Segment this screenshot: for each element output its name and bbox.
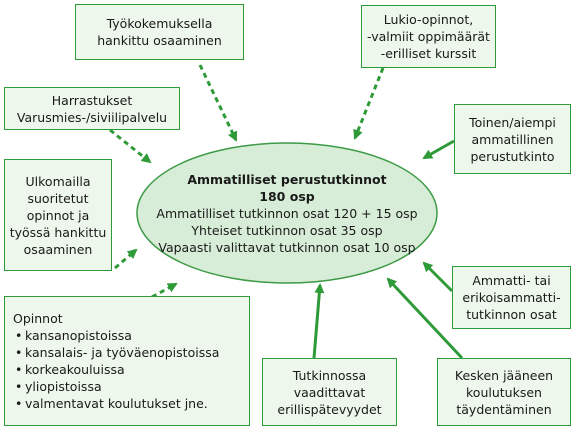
studies-list — [13, 327, 249, 412]
studies-list-item: • valmentavat koulutukset jne. — [13, 395, 249, 412]
box-text: Toinen/aiempi — [469, 114, 556, 130]
box-text: hankittu osaaminen — [97, 33, 222, 48]
box-text: vaadittavat — [293, 384, 366, 400]
box-work-experience — [75, 4, 244, 60]
box-text: ammatillinen — [471, 131, 554, 147]
studies-list-item: • kansanopistoissa — [13, 327, 249, 344]
arrow-separate-qualifications — [314, 285, 320, 358]
box-text: työssä hankittu — [9, 224, 107, 240]
studies-list-item: • korkeakouluissa — [13, 361, 249, 378]
center-line-2: Yhteiset tutkinnon osat 35 osp — [191, 222, 383, 238]
box-text: täydentäminen — [456, 401, 552, 417]
box-text: Tutkinnossa — [292, 367, 367, 383]
box-text: opinnot ja — [26, 207, 90, 223]
center-line-3: Vapaasti valittavat tutkinnon osat 10 osp — [158, 239, 416, 255]
studies-heading: Opinnot — [13, 311, 63, 326]
arrow-work-experience — [200, 65, 236, 140]
box-other-vocational — [454, 104, 571, 174]
box-hobbies — [4, 87, 180, 130]
box-text: -valmiit oppimäärät — [367, 29, 490, 44]
box-studies — [4, 296, 250, 426]
box-text: Työkokemuksella — [106, 16, 213, 31]
box-text: Varusmies-/siviilipalvelu — [16, 109, 168, 125]
center-line-1: Ammatilliset tutkinnon osat 120 + 15 osp — [156, 205, 418, 221]
box-text: koulutuksen — [466, 384, 542, 400]
box-interrupted — [437, 358, 571, 426]
box-separate-qualifications — [262, 358, 397, 426]
arrow-upper-secondary — [355, 68, 383, 138]
arrow-abroad — [115, 250, 136, 268]
box-text: Harrastukset — [51, 92, 133, 108]
studies-list-item: • yliopistoissa — [13, 378, 249, 395]
box-upper-secondary — [361, 5, 496, 68]
box-text: tutkinnon osat — [466, 307, 557, 322]
box-text: erillispätevyydet — [277, 401, 382, 417]
box-text: -erilliset kurssit — [380, 46, 477, 61]
center-content — [137, 143, 437, 283]
box-text: osaaminen — [23, 241, 93, 257]
box-text: Ammatti- tai — [472, 273, 551, 288]
center-title: Ammatilliset perustutkinnot — [187, 171, 387, 187]
box-further-vocational — [452, 266, 571, 329]
box-text: Lukio-opinnot, — [383, 12, 474, 27]
studies-list-item: • kansalais- ja työväenopistoissa — [13, 344, 249, 361]
center-total: 180 osp — [259, 188, 315, 204]
box-text: Kesken jääneen — [454, 367, 554, 383]
box-text: suoritetut — [27, 190, 89, 206]
box-text: Ulkomailla — [25, 173, 91, 189]
box-abroad — [4, 159, 112, 271]
box-text: erikoisammatti- — [462, 290, 561, 305]
box-text: perustutkinto — [470, 148, 555, 164]
